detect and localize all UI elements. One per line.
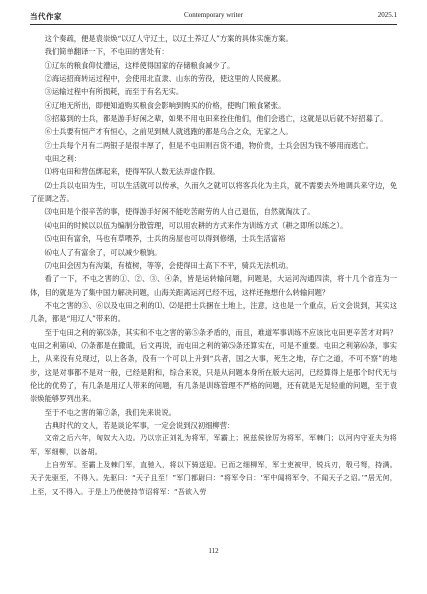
- page-number: 112: [208, 547, 219, 555]
- body-paragraph: ③运输过程中有所损耗，而至于有名无实。: [44, 87, 184, 97]
- body-paragraph: ⑺屯田会因为有沟渠，有植树，等等，会使得田土高下不平，骑兵无法机动。: [44, 260, 293, 270]
- body-paragraph: 不屯之害的⑤、⑥以及屯田之利的⑴、⑵是把士兵捆在土地上，注意，这也是一个重点，后文会说到，其实这几条，都是“用辽人”带来的。: [30, 300, 397, 324]
- body-paragraph: 至于屯田之利的第⑶条，其实和不屯之害的第⑤条矛盾的，而且，难道军事训练不应该比屯田更辛苦才对吗？屯田之利第⑷、⑺条都是在撒谎，后文再说，而屯田之利的第⑸条还算实在，可是不重要。屯田之利第⑹条，事实上，从来没有兑现过，以上各条，没有一个可以上升到“兵者，国之大事，死生之地，存亡之道，不可不察”的地步，这是对事都不是对一般，已经是附和，综合来说，只是从问题本身所在版大运河，已经算得上是那个时代无与伦比的优势了，有几条是用辽人带来的问题，有几条是训练管理不严格的问题，还有就是无足轻重的问题，至于袁崇焕能够罗列出来。: [30, 327, 397, 404]
- body-paragraph: ⑴将屯田和营伍绑起来，使得军队人数无法弄虚作假。: [44, 167, 220, 177]
- body-paragraph: ④辽地无所出，即便知道购买粮食会影响到购买的价格，使购门粮食紧张。: [44, 100, 286, 110]
- body-paragraph: ⑹屯人了有富余了，可以减少粮饷。: [44, 247, 162, 257]
- body-paragraph: 我们简单翻译一下，不屯田的害处有：: [44, 47, 169, 57]
- quoted-paragraph: 上自劳军。至霸上及棘门军，直驰入，将以下骑送迎。已而之细柳军，军士吏被甲，锐兵刃，彀弓弩，持满。天子先驱至，不得入。先驱曰：“天子且至！”军门都尉曰：“将军令曰：‘军中闻将军令，不闻天子之诏。’”居无何，上至，又不得入。于是上乃使使持节诏将军：“吾欲入劳: [30, 461, 397, 496]
- issue-date: 2025.1: [377, 11, 397, 19]
- body-paragraph: ⑸屯田有富余，马也有草喂养，士兵的房屋也可以得到修缮，士兵生活富裕: [44, 234, 286, 244]
- article-body: [30, 32, 397, 499]
- body-paragraph: ⑷屯田的时候以以伍为编制分散管理，可以用农耕的方式来作为训练方式（耕之即所以练之）。: [44, 220, 348, 230]
- body-paragraph: ⑥士兵要有恒产才有恒心，之前见到贼人就逃跑的都是乌合之众，无家之人。: [44, 127, 293, 137]
- body-paragraph: ②海运招商转运过程中，会使用北直隶、山东的劳役，使这里的人民疲累。: [44, 74, 286, 84]
- body-paragraph: 至于不屯之害的第⑦条，我们先来说说。: [44, 407, 176, 417]
- body-paragraph: ⑦士兵每个月有二两银子是很丰厚了，但是不屯田则百货不通，物价贵，士兵会因为钱不够用而逃亡。: [44, 140, 373, 150]
- magazine-english-title: Contemporary writer: [184, 11, 243, 19]
- body-paragraph: ①辽东的粮食仰仗漕运，这样使得国家的存储粮食减少了。: [44, 60, 235, 70]
- body-paragraph: ⑤招募到的士兵，都是游手好闲之辈，如果不用屯田来拴住他们，他们会逃亡，这就是以后就不好招募了。: [44, 114, 388, 124]
- body-paragraph: ⑶屯田是个很辛苦的事，使得游手好闲不能吃苦耐劳的人自己退伍，自然就淘汰了。: [44, 207, 315, 217]
- magazine-title: 当代作家: [30, 12, 62, 21]
- body-paragraph: 屯田之利：: [44, 154, 82, 164]
- body-paragraph: ⑵士兵以屯田为生，可以生活就可以传承，久而久之就可以将客兵化为主兵，就不需要去外地调兵来守边，免了征调之苦。: [30, 180, 397, 204]
- header-rule: [30, 24, 397, 25]
- quoted-paragraph: 文帝之后六年，匈奴大入边。乃以宗正刘礼为将军，军霸上；祝兹侯徐厉为将军，军棘门；以河内守亚夫为将军，军细柳，以备胡。: [30, 434, 397, 456]
- body-paragraph: 看了一下，不屯之害的①、②、③、④条，皆是运转输问题，问题是，大运河沟通四渎，将十几个省连为一体，目的就是为了集中国力解决问题，山海关距离运河已经不远，这样还拖想什么转输问题？: [30, 274, 397, 297]
- body-paragraph: 这个奏疏，便是袁崇焕“以辽人守辽土，以辽土养辽人”方案的具体实施方案。: [44, 34, 293, 43]
- page-header: [0, 0, 427, 30]
- body-paragraph: 古典时代的文人，若是谈论军事，一定会说到汉初细柳营：: [44, 420, 235, 430]
- page-footer: [0, 547, 427, 555]
